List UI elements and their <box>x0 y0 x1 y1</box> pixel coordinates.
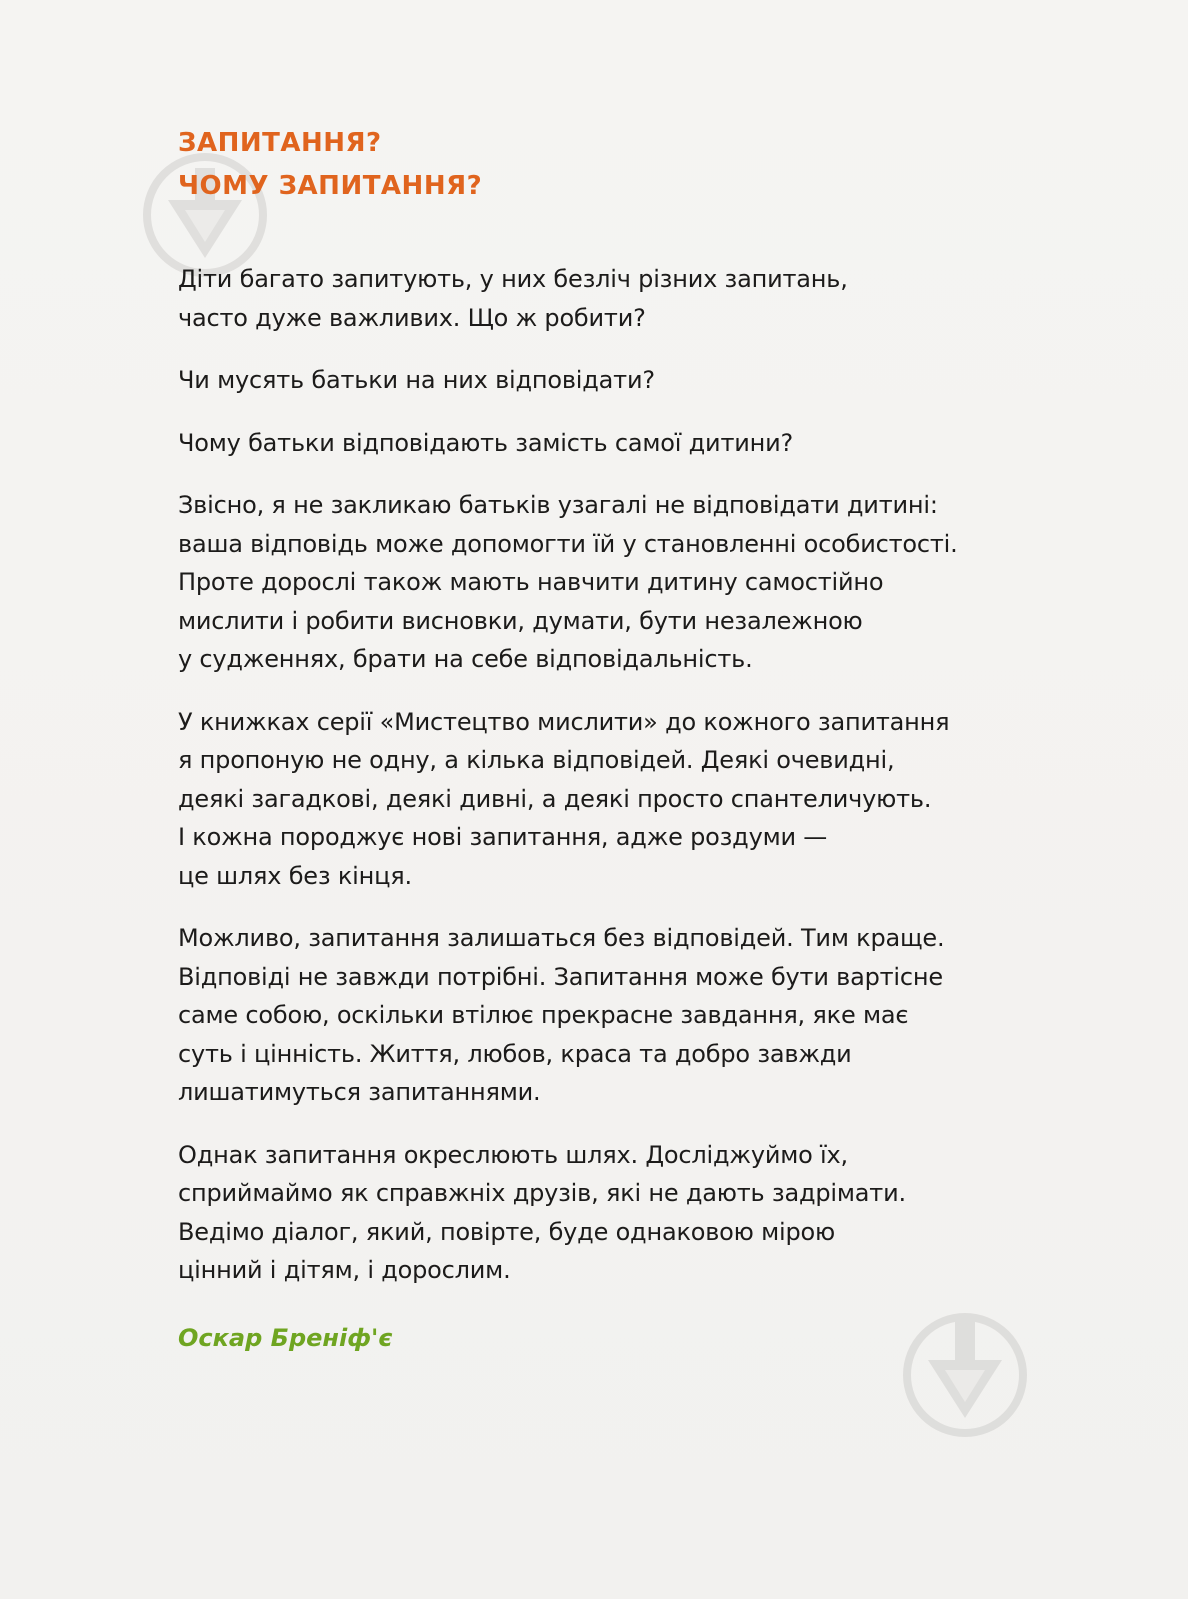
title-line-2: ЧОМУ ЗАПИТАННЯ? <box>178 171 483 201</box>
author-signature: Оскар Бреніф'є <box>178 1323 393 1352</box>
text-line: у судженнях, брати на себе відповідальність. <box>178 645 753 673</box>
paragraph <box>178 703 1058 896</box>
text-line: Проте дорослі також мають навчити дитину самостійно <box>178 568 884 596</box>
paragraph <box>178 424 1058 463</box>
text-line: Однак запитання окреслюють шлях. Досліджуймо їх, <box>178 1140 848 1169</box>
text-line: Звісно, я не закликаю батьків узагалі не відповідати дитині: <box>178 491 938 519</box>
body-text <box>178 260 1058 1290</box>
paragraph <box>178 1136 1058 1290</box>
text-line: У книжках серії «Мистецтво мислити» до кожного запитання <box>178 707 950 736</box>
text-line: Відповіді не завжди потрібні. Запитання може бути вартісне <box>178 962 943 991</box>
text-line: це шлях без кінця. <box>178 861 412 890</box>
text-line: Діти багато запитують, у них безліч різних запитань, <box>178 265 848 293</box>
text-line: цінний і дітям, і дорослим. <box>178 1256 511 1284</box>
paragraph <box>178 361 1058 400</box>
text-line: Можливо, запитання залишаться без відповідей. Тим краще. <box>178 924 945 952</box>
text-line: часто дуже важливих. Що ж робити? <box>178 303 646 332</box>
text-line: ваша відповідь може допомогти їй у становленні особистості. <box>178 529 958 558</box>
text-line: І кожна породжує нові запитання, адже роздуми — <box>178 823 828 851</box>
paragraph <box>178 486 1058 679</box>
page-content <box>178 122 1058 1356</box>
paragraph <box>178 919 1058 1112</box>
text-line: суть і цінність. Життя, любов, краса та добро завжди <box>178 1039 852 1068</box>
title-line-1: ЗАПИТАННЯ? <box>178 128 382 158</box>
text-line: лишатимуться запитаннями. <box>178 1078 541 1106</box>
text-line: Чому батьки відповідають замість самої дитини? <box>178 428 794 457</box>
text-line: Ведімо діалог, який, повірте, буде однаковою мірою <box>178 1217 835 1246</box>
text-line: деякі загадкові, деякі дивні, а деякі просто спантеличують. <box>178 784 932 813</box>
text-line: Чи мусять батьки на них відповідати? <box>178 366 655 394</box>
page-title <box>178 122 1058 208</box>
text-line: сприймаймо як справжніх друзів, які не дають задрімати. <box>178 1179 906 1207</box>
text-line: я пропоную не одну, а кілька відповідей. Деякі очевидні, <box>178 746 895 774</box>
text-line: мислити і робити висновки, думати, бути незалежною <box>178 606 863 635</box>
paragraph <box>178 260 1058 337</box>
text-line: саме собою, оскільки втілює прекрасне завдання, яке має <box>178 1001 909 1029</box>
